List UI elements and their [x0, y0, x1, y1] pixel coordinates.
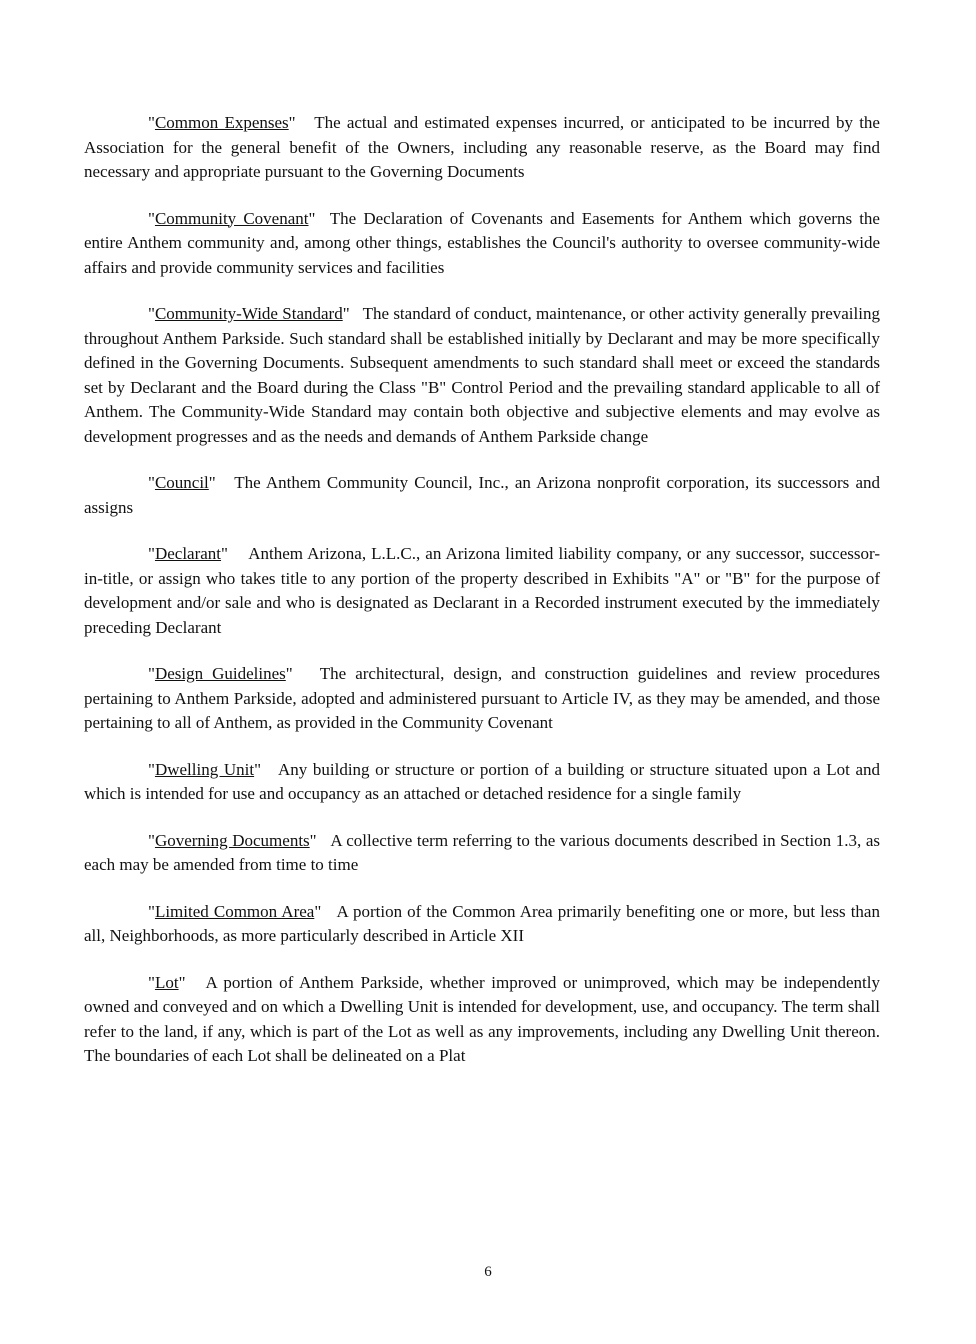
- definition-paragraph: "Declarant" Anthem Arizona, L.L.C., an Arizona limited liability company, or any successor, successor-in-title, or assign who takes title to any portion of the property described in Exhibits "A" or "B" for the purpose of development and/or sale and who is designated as Declarant in a Recorded instrument executed by the immediately preceding Declarant: [84, 544, 880, 637]
- definition-paragraph: "Community Covenant" The Declaration of Covenants and Easements for Anthem which governs the entire Anthem community and, among other things, establishes the Council's authority to oversee community-wide affairs and provide community services and facilities: [84, 208, 880, 277]
- definition-text: A portion of the Common Area primarily benefiting one or more, but less than all, Neighborhoods, as more particularly described in Article XII: [84, 901, 880, 945]
- definition-text: The Declaration of Covenants and Easements for Anthem which governs the entire Anthem community and, among other things, establishes the Council's authority to oversee community-wide affairs and provide community services and facilities: [84, 208, 880, 277]
- defined-term: Declarant: [154, 544, 222, 563]
- definition-text: The standard of conduct, maintenance, or other activity generally prevailing throughout Anthem Parkside. Such standard shall be established initially by Declarant and may be more specifically defined in the Governing Documents. Subsequent amendments to such standard shall meet or exceed the standards set by Declarant and the Board during the Class "B" Control Period and the prevailing standard applicable to all of Anthem. The Community-Wide Standard may contain both objective and subjective elements and may evolve as development progresses and as the needs and demands of Anthem Parkside change: [84, 304, 880, 446]
- definition-paragraph: "Council" The Anthem Community Council, Inc., an Arizona nonprofit corporation, its successors and assigns: [84, 473, 880, 517]
- defined-term: Limited Common Area: [154, 901, 315, 921]
- definition-paragraph: "Common Expenses" The actual and estimated expenses incurred, or anticipated to be incurred by the Association for the general benefit of the Owners, including any reasonable reserve, as the Board may find necessary and appropriate pursuant to the Governing Documents: [84, 113, 880, 181]
- defined-term: Governing Documents: [154, 830, 310, 850]
- definition-paragraph: "Limited Common Area" A portion of the Common Area primarily benefiting one or more, but less than all, Neighborhoods, as more particularly described in Article XII: [84, 901, 880, 945]
- defined-term: Lot: [154, 972, 179, 992]
- definition-paragraph: "Dwelling Unit" Any building or structure or portion of a building or structure situated upon a Lot and which is intended for use and occupancy as an attached or detached residence for a single family: [84, 759, 880, 803]
- defined-term: Community Covenant: [154, 208, 309, 228]
- page-number: 6: [484, 1264, 492, 1280]
- defined-term: Community-Wide Standard: [154, 304, 343, 323]
- definition-paragraph: "Governing Documents" A collective term referring to the various documents described in Section 1.3, as each may be amended from time to time: [84, 830, 880, 874]
- document-body: [84, 111, 880, 1091]
- definition-text: Anthem Arizona, L.L.C., an Arizona limited liability company, or any successor, successor-in-title, or assign who takes title to any portion of the property described in Exhibits "A" or "B" for the purpose of development and/or sale and who is designated as Declarant in a Recorded instrument executed by the immediately preceding Declarant: [84, 544, 880, 637]
- definition-text: The Anthem Community Council, Inc., an Arizona nonprofit corporation, its successors and assigns: [84, 473, 880, 517]
- definition-paragraph: "Community-Wide Standard" The standard of conduct, maintenance, or other activity generally prevailing throughout Anthem Parkside. Such standard shall be established initially by Declarant and may be more specifically defined in the Governing Documents. Subsequent amendments to such standard shall meet or exceed the standards set by Declarant and the Board during the Class "B" Control Period and the prevailing standard applicable to all of Anthem. The Community-Wide Standard may contain both objective and subjective elements and may evolve as development progresses and as the needs and demands of Anthem Parkside change: [84, 304, 880, 446]
- defined-term: Dwelling Unit: [154, 759, 255, 779]
- definition-text: A collective term referring to the various documents described in Section 1.3, as each may be amended from time to time: [84, 830, 880, 874]
- definition-text: Any building or structure or portion of a building or structure situated upon a Lot and which is intended for use and occupancy as an attached or detached residence for a single family: [84, 759, 880, 803]
- definition-paragraph: "Design Guidelines" The architectural, design, and construction guidelines and review procedures pertaining to Anthem Parkside, adopted and administered pursuant to Article IV, as they may be amended, and those pertaining to all of Anthem, as provided in the Community Covenant: [84, 664, 880, 732]
- defined-term: Council: [154, 473, 209, 492]
- definition-text: A portion of Anthem Parkside, whether improved or unimproved, which may be independently owned and conveyed and on which a Dwelling Unit is intended for development, use, and occupancy. The term shall refer to the land, if any, which is part of the Lot as well as any improvements, including any Dwelling Unit thereon. The boundaries of each Lot shall be delineated on a Plat: [84, 972, 880, 1065]
- definition-text: The architectural, design, and construction guidelines and review procedures pertaining to Anthem Parkside, adopted and administered pursuant to Article IV, as they may be amended, and those pertaining to all of Anthem, as provided in the Community Covenant: [84, 664, 880, 732]
- defined-term: Design Guidelines: [154, 664, 286, 683]
- defined-term: Common Expenses: [154, 113, 289, 132]
- definition-text: The actual and estimated expenses incurred, or anticipated to be incurred by the Association for the general benefit of the Owners, including any reasonable reserve, as the Board may find necessary and appropriate pursuant to the Governing Documents: [84, 113, 880, 181]
- definition-paragraph: "Lot" A portion of Anthem Parkside, whether improved or unimproved, which may be independently owned and conveyed and on which a Dwelling Unit is intended for development, use, and occupancy. The term shall refer to the land, if any, which is part of the Lot as well as any improvements, including any Dwelling Unit thereon. The boundaries of each Lot shall be delineated on a Plat: [84, 972, 880, 1065]
